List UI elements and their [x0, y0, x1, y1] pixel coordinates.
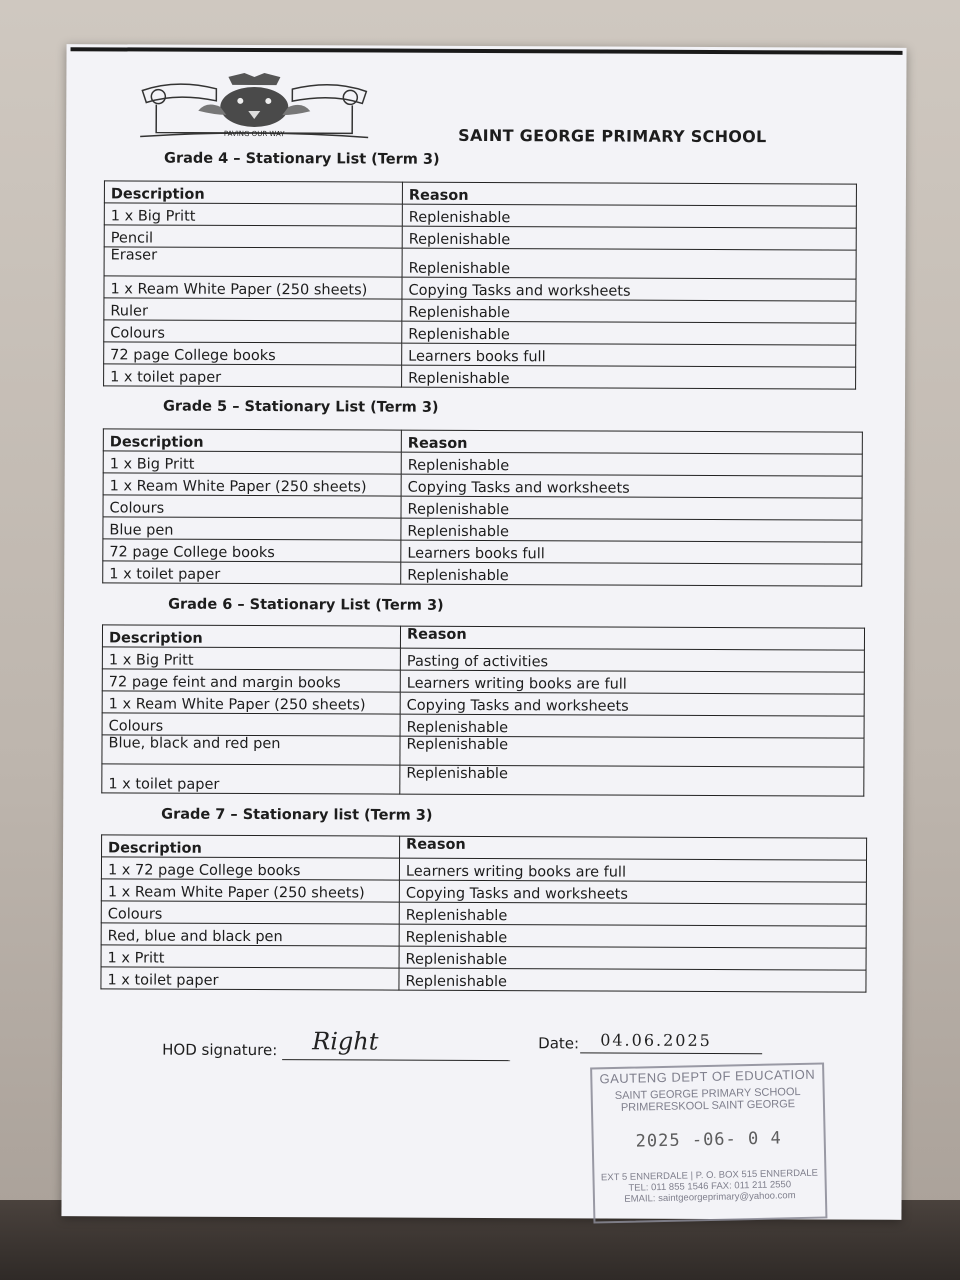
table-row [104, 342, 856, 367]
item-reason: Learners books full [401, 540, 862, 564]
item-reason: Copying Tasks and worksheets [402, 277, 856, 301]
item-description: 1 x Ream White Paper (250 sheets) [104, 276, 402, 299]
item-description: 72 page College books [103, 539, 401, 562]
item-description: 1 x Ream White Paper (250 sheets) [103, 473, 401, 496]
table-row [104, 276, 856, 301]
table-row [103, 539, 862, 564]
item-reason: Replenishable [402, 299, 856, 323]
table-row [104, 225, 856, 250]
table-row [101, 879, 866, 904]
table-row [103, 561, 862, 586]
header-description: Description [103, 429, 401, 452]
header-reason: Reason [400, 836, 867, 860]
item-description: Ruler [104, 298, 402, 321]
table-row [104, 247, 856, 279]
item-reason: Replenishable [401, 452, 862, 476]
item-description: Pencil [104, 225, 402, 248]
grade-5-table [102, 428, 863, 586]
item-description: 1 x Big Pritt [103, 451, 401, 474]
item-reason: Replenishable [400, 714, 864, 738]
table-row [102, 691, 864, 716]
item-description: 1 x Ream White Paper (250 sheets) [101, 879, 399, 902]
stamp-school-name: SAINT GEORGE PRIMARY SCHOOL [614, 1085, 801, 1103]
item-reason: Replenishable [400, 736, 864, 767]
item-reason: Replenishable [400, 765, 864, 796]
table-row [102, 669, 864, 694]
grade-6-table [101, 624, 865, 796]
item-reason: Replenishable [401, 562, 862, 586]
table-row [101, 857, 866, 882]
date-value: 04.06.2025 [600, 1030, 712, 1050]
item-reason: Replenishable [399, 902, 866, 926]
grade-4-title: Grade 4 – Stationary List (Term 3) [164, 150, 440, 168]
item-reason: Replenishable [399, 924, 866, 948]
table-row [102, 735, 864, 767]
grade-5-title: Grade 5 – Stationary List (Term 3) [162, 398, 439, 416]
header-reason: Reason [401, 430, 862, 454]
table-row [102, 764, 864, 796]
header-description: Description [102, 835, 400, 858]
item-description: 1 x toilet paper [103, 561, 401, 584]
item-reason: Learners books full [402, 343, 856, 367]
date-line [580, 1052, 762, 1054]
item-description: Blue pen [103, 517, 401, 540]
item-reason: Copying Tasks and worksheets [401, 474, 862, 498]
table-header-row [104, 181, 856, 206]
header-reason: Reason [400, 626, 864, 650]
document-page [61, 44, 906, 1220]
item-description: Colours [102, 713, 400, 736]
date-label: Date: [538, 1034, 580, 1053]
item-description: 1 x Pritt [101, 945, 399, 968]
official-school-stamp [590, 1062, 827, 1223]
item-description: Red, blue and black pen [101, 923, 399, 946]
grade-7-table [100, 834, 867, 992]
stamp-email: EMAIL: saintgeorgeprimary@yahoo.com [624, 1190, 796, 1205]
table-row [103, 473, 862, 498]
hod-signature-label: HOD signature: [162, 1040, 278, 1060]
item-reason: Replenishable [402, 226, 856, 250]
item-reason: Copying Tasks and worksheets [399, 880, 866, 904]
item-description: 1 x Big Pritt [102, 647, 400, 670]
table-row [104, 203, 856, 228]
top-border-line [71, 47, 903, 55]
signature-line [282, 1059, 510, 1061]
table-row [104, 364, 856, 389]
item-reason: Replenishable [401, 496, 862, 520]
item-reason: Replenishable [402, 204, 856, 228]
item-description: 72 page feint and margin books [102, 669, 400, 692]
stamp-date: 2025 -06- 0 4 [635, 1128, 782, 1152]
item-reason: Copying Tasks and worksheets [400, 692, 864, 716]
school-motto: PAVING OUR WAY [223, 129, 285, 139]
item-reason: Replenishable [399, 946, 866, 970]
item-description: 1 x toilet paper [102, 764, 400, 794]
item-reason: Replenishable [402, 248, 856, 279]
item-description: 1 x toilet paper [104, 364, 402, 387]
header-description: Description [102, 625, 400, 648]
school-name: SAINT GEORGE PRIMARY SCHOOL [458, 125, 767, 147]
item-description: Blue, black and red pen [102, 735, 400, 765]
item-description: 1 x 72 page College books [101, 857, 399, 880]
item-description: Colours [101, 901, 399, 924]
item-description: 1 x toilet paper [101, 967, 399, 990]
item-reason: Pasting of activities [400, 648, 864, 672]
grade-4-table [103, 180, 857, 389]
header-description: Description [104, 181, 402, 204]
stamp-school-name-af: PRIMERESKOOL SAINT GEORGE [620, 1098, 796, 1114]
header-reason: Reason [402, 182, 856, 206]
item-reason: Replenishable [399, 968, 866, 992]
item-description: 1 x Big Pritt [104, 203, 402, 226]
hod-signature: Right [312, 1027, 379, 1056]
item-reason: Replenishable [402, 321, 856, 345]
item-description: 72 page College books [104, 342, 402, 365]
stamp-phone: TEL: 011 855 1546 FAX: 011 211 2550 [628, 1179, 792, 1194]
table-row [101, 923, 866, 948]
school-crest-logo [136, 70, 372, 147]
table-row [104, 298, 856, 323]
item-description: Eraser [104, 247, 402, 277]
item-reason: Learners writing books are full [399, 858, 866, 882]
item-reason: Replenishable [402, 365, 856, 389]
item-description: Colours [103, 495, 401, 518]
item-description: Colours [104, 320, 402, 343]
item-reason: Replenishable [401, 518, 862, 542]
item-reason: Learners writing books are full [400, 670, 864, 694]
grade-6-title: Grade 6 – Stationary List (Term 3) [168, 596, 444, 614]
stamp-department: GAUTENG DEPT OF EDUCATION [599, 1066, 816, 1087]
table-row [101, 967, 866, 992]
table-row [104, 320, 856, 345]
stamp-address: EXT 5 ENNERDALE | P. O. BOX 515 ENNERDALE [600, 1167, 819, 1184]
item-description: 1 x Ream White Paper (250 sheets) [102, 691, 400, 714]
grade-7-title: Grade 7 – Stationary list (Term 3) [161, 806, 433, 824]
